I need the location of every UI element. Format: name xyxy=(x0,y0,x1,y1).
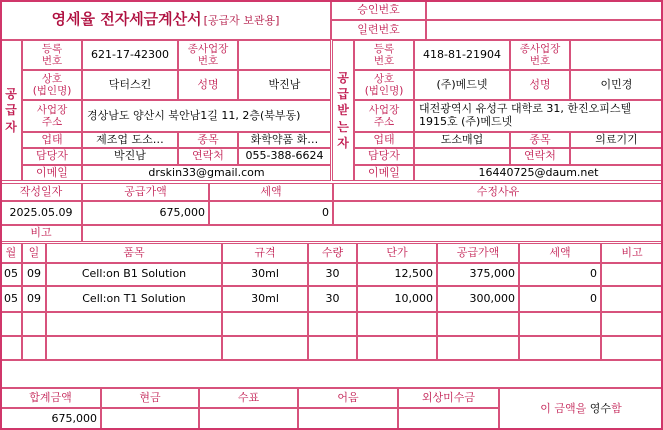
approval-no-label: 승인번호 xyxy=(331,0,426,20)
item-row-2-spec: 30ml xyxy=(222,286,308,312)
supply-label: 공급가액 xyxy=(82,183,209,201)
items-header-spec: 규격 xyxy=(222,243,308,263)
item-row-1-note xyxy=(601,263,663,286)
item-row-3-supply xyxy=(437,312,519,336)
total-tax: 0 xyxy=(209,201,333,225)
cash-label: 현금 xyxy=(101,388,199,408)
receiver-reg-no-label: 등록 번호 xyxy=(354,40,414,70)
supplier-reg-no-label: 등록 번호 xyxy=(22,40,82,70)
item-row-4-item xyxy=(46,336,222,360)
supplier-manager: 박진남 xyxy=(82,148,178,165)
item-row-4-tax xyxy=(519,336,601,360)
receiver-label-char: 자 xyxy=(337,135,349,150)
supplier-email-label: 이메일 xyxy=(22,165,82,181)
supplier-name: 닥터스킨 xyxy=(82,70,178,100)
item-row-4-unit-price xyxy=(357,336,437,360)
item-row-3-day xyxy=(22,312,46,336)
supplier-reg-no: 621-17-42300 xyxy=(82,40,178,70)
cash-amount xyxy=(101,408,199,430)
item-row-1-day: 09 xyxy=(22,263,46,286)
item-row-2-item: Cell:on T1 Solution xyxy=(46,286,222,312)
supplier-email: drskin33@gmail.com xyxy=(82,165,331,181)
supplier-label-char: 자 xyxy=(5,119,17,134)
item-row-4-note xyxy=(601,336,663,360)
supplier-biz-item: 화학약품 화… xyxy=(238,132,331,148)
item-row-3-tax xyxy=(519,312,601,336)
item-row-2-day: 09 xyxy=(22,286,46,312)
item-row-4-qty xyxy=(308,336,357,360)
supplier-ceo: 박진남 xyxy=(238,70,331,100)
item-row-2-qty: 30 xyxy=(308,286,357,312)
supplier-biz-type-label: 업태 xyxy=(22,132,82,148)
receiver-branch-no xyxy=(570,40,663,70)
items-header-supply: 공급가액 xyxy=(437,243,519,263)
item-row-2-note xyxy=(601,286,663,312)
bill-amount xyxy=(298,408,398,430)
items-header-month: 월 xyxy=(0,243,22,263)
serial-no-label: 일련번호 xyxy=(331,20,426,40)
receiver-name: (주)메드넷 xyxy=(414,70,510,100)
items-header-item: 품목 xyxy=(46,243,222,263)
receipt-statement xyxy=(499,388,663,430)
check-amount xyxy=(199,408,298,430)
supplier-biz-type: 제조업 도소… xyxy=(82,132,178,148)
reason-label: 수정사유 xyxy=(333,183,663,201)
item-row-1-supply: 375,000 xyxy=(437,263,519,286)
item-row-1-spec: 30ml xyxy=(222,263,308,286)
receiver-biz-type: 도소매업 xyxy=(414,132,510,148)
supplier-branch-no xyxy=(238,40,331,70)
credit-amount xyxy=(398,408,499,430)
supplier-address: 경상남도 양산시 북안남1길 11, 2층(북부동) xyxy=(82,100,331,132)
item-row-3-qty xyxy=(308,312,357,336)
invoice-title: 영세율 전자세금계산서 xyxy=(51,10,202,29)
invoice-title-sub: [공급자 보관용] xyxy=(203,14,280,28)
note-value xyxy=(82,225,663,242)
supplier-label-char: 급 xyxy=(5,103,17,118)
invoice-title-cell xyxy=(0,0,331,40)
item-row-2-month: 05 xyxy=(0,286,22,312)
item-row-2-unit-price: 10,000 xyxy=(357,286,437,312)
items-header-tax: 세액 xyxy=(519,243,601,263)
item-row-3-spec xyxy=(222,312,308,336)
item-row-2-supply: 300,000 xyxy=(437,286,519,312)
receiver-ceo-label: 성명 xyxy=(510,70,570,100)
item-row-1-qty: 30 xyxy=(308,263,357,286)
tax-label: 세액 xyxy=(209,183,333,201)
total-amount-label: 합계금액 xyxy=(0,388,101,408)
total-supply: 675,000 xyxy=(82,201,209,225)
receiver-label-char: 공 xyxy=(337,71,349,86)
total-amount: 675,000 xyxy=(0,408,101,430)
receiver-ceo: 이민경 xyxy=(570,70,663,100)
item-row-4-month xyxy=(0,336,22,360)
supplier-contact: 055-388-6624 xyxy=(238,148,331,165)
receipt-suffix: 함 xyxy=(611,401,622,415)
receiver-contact xyxy=(570,148,663,165)
receiver-label-char: 받 xyxy=(337,103,349,118)
issue-date: 2025.05.09 xyxy=(0,201,82,225)
receiver-reg-no: 418-81-21904 xyxy=(414,40,510,70)
receiver-label-char: 급 xyxy=(337,87,349,102)
supplier-label-char: 공 xyxy=(5,87,17,102)
receipt-prefix: 이 금액을 xyxy=(540,401,587,415)
item-row-2-tax: 0 xyxy=(519,286,601,312)
items-header-day: 일 xyxy=(22,243,46,263)
receiver-manager xyxy=(414,148,510,165)
reason-value xyxy=(333,201,663,225)
bill-label: 어음 xyxy=(298,388,398,408)
receiver-biz-type-label: 업태 xyxy=(354,132,414,148)
receiver-label-char: 는 xyxy=(337,119,349,134)
item-row-4-day xyxy=(22,336,46,360)
item-row-3-unit-price xyxy=(357,312,437,336)
receipt-word: 영수 xyxy=(589,401,612,415)
receiver-contact-label: 연락처 xyxy=(510,148,570,165)
supplier-biz-item-label: 종목 xyxy=(178,132,238,148)
credit-label: 외상미수금 xyxy=(398,388,499,408)
receiver-biz-item-label: 종목 xyxy=(510,132,570,148)
items-header-qty: 수량 xyxy=(308,243,357,263)
item-row-3-note xyxy=(601,312,663,336)
item-row-4-supply xyxy=(437,336,519,360)
receiver-manager-label: 담당자 xyxy=(354,148,414,165)
receiver-email-label: 이메일 xyxy=(354,165,414,181)
supplier-ceo-label: 성명 xyxy=(178,70,238,100)
items-blank-row xyxy=(0,360,663,388)
items-header-note: 비고 xyxy=(601,243,663,263)
item-row-1-tax: 0 xyxy=(519,263,601,286)
receiver-address-label: 사업장 주소 xyxy=(354,100,414,132)
supplier-label xyxy=(0,40,22,181)
receiver-biz-item: 의료기기 xyxy=(570,132,663,148)
receiver-address: 대전광역시 유성구 대학로 31, 한진오피스텔 1915호 (주)메드넷 xyxy=(414,100,663,132)
item-row-1-item: Cell:on B1 Solution xyxy=(46,263,222,286)
receiver-email: 16440725@daum.net xyxy=(414,165,663,181)
date-label: 작성일자 xyxy=(0,183,82,201)
approval-no-value xyxy=(426,0,663,20)
supplier-contact-label: 연락처 xyxy=(178,148,238,165)
item-row-1-month: 05 xyxy=(0,263,22,286)
supplier-manager-label: 담당자 xyxy=(22,148,82,165)
item-row-3-month xyxy=(0,312,22,336)
note-label: 비고 xyxy=(0,225,82,242)
receiver-name-label: 상호 (법인명) xyxy=(354,70,414,100)
serial-no-value xyxy=(426,20,663,40)
check-label: 수표 xyxy=(199,388,298,408)
item-row-3-item xyxy=(46,312,222,336)
supplier-address-label: 사업장 주소 xyxy=(22,100,82,132)
receiver-branch-no-label: 종사업장 번호 xyxy=(510,40,570,70)
item-row-1-unit-price: 12,500 xyxy=(357,263,437,286)
supplier-name-label: 상호 (법인명) xyxy=(22,70,82,100)
items-header-unit-price: 단가 xyxy=(357,243,437,263)
supplier-branch-no-label: 종사업장 번호 xyxy=(178,40,238,70)
receiver-label xyxy=(332,40,354,181)
item-row-4-spec xyxy=(222,336,308,360)
